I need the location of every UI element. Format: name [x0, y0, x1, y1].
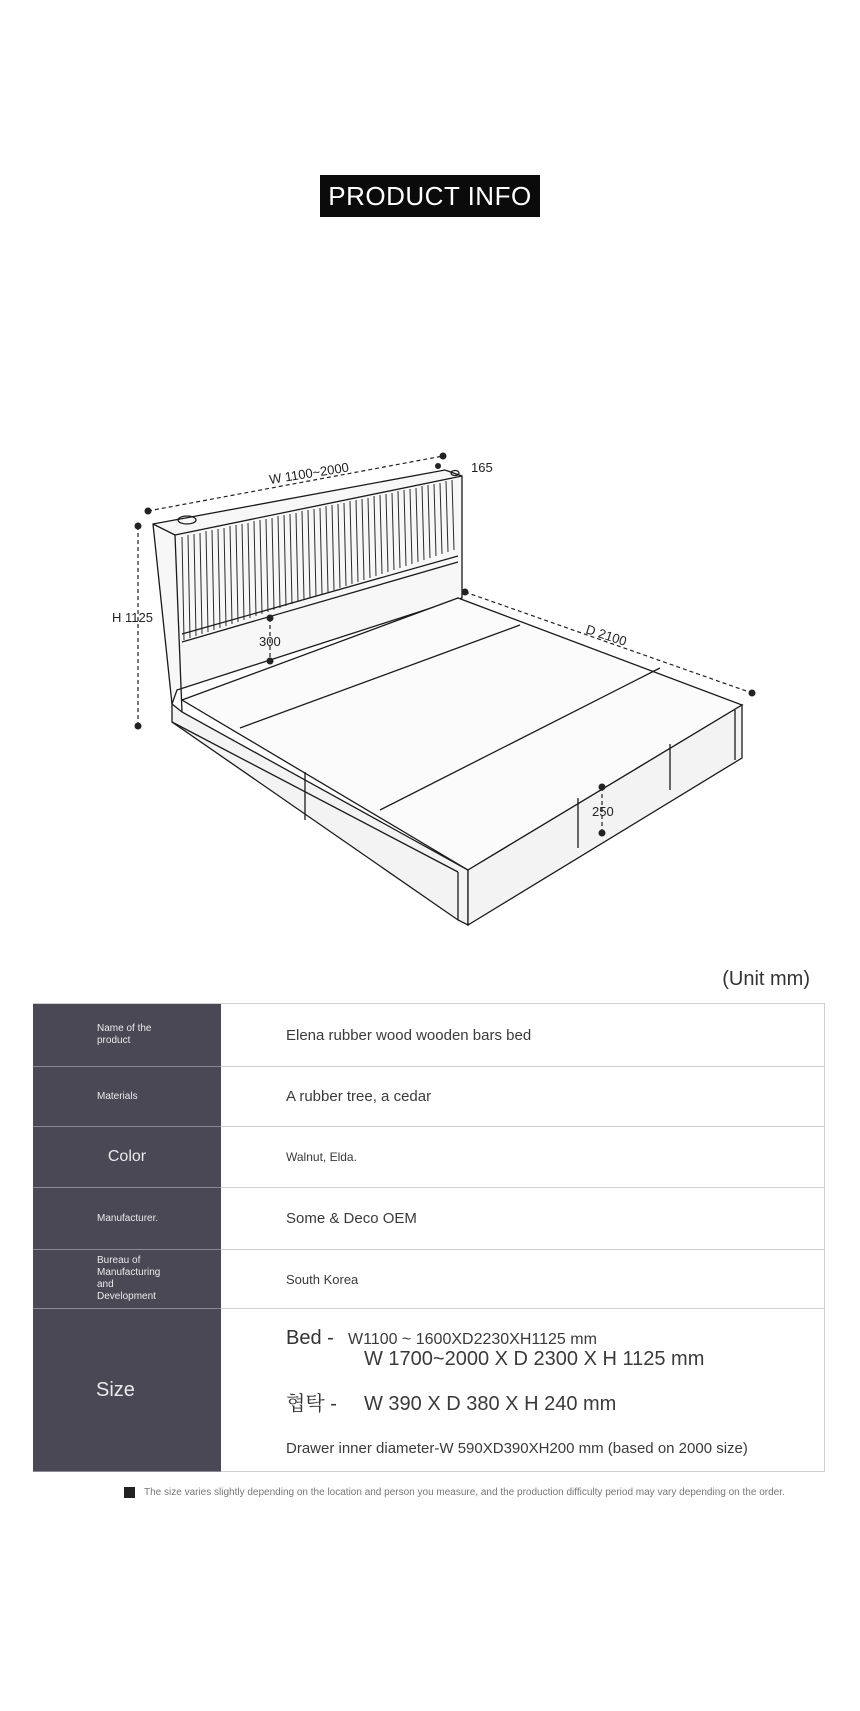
spec-key-manufacturer: Manufacturer. [97, 1212, 159, 1224]
spec-key-materials: Materials [97, 1090, 138, 1102]
bed-size-label: Bed - [286, 1327, 334, 1349]
depth-top-dimension-label: 165 [471, 460, 493, 475]
spec-row-color [33, 1127, 825, 1188]
height-dimension-label: H 1125 [112, 610, 153, 625]
spec-key-name: Name of the product [97, 1023, 152, 1046]
frame-height-label: 250 [592, 804, 614, 819]
spec-row-materials [33, 1067, 825, 1127]
side-table-size: W 390 X D 380 X H 240 mm [364, 1393, 617, 1415]
spec-key-origin: Bureau of Manufacturing and Development [97, 1255, 161, 1302]
product-info-title: PRODUCT INFO [320, 175, 540, 217]
side-table-label: 협탁 - [286, 1393, 337, 1415]
drawer-size: Drawer inner diameter-W 590XD390XH200 mm (based on 2000 size) [286, 1440, 748, 1457]
width-dimension-label: W 1100~2000 [268, 459, 350, 487]
bed-size-range-1: W1100 ~ 1600XD2230XH1125 mm [348, 1331, 597, 1348]
spec-key-color: Color [107, 1148, 147, 1165]
footnote [124, 1487, 785, 1498]
unit-note: (Unit mm) [722, 968, 810, 990]
spec-value-manufacturer: Some & Deco OEM [221, 1188, 825, 1250]
shelf-height-label: 300 [259, 634, 281, 649]
spec-value-size [221, 1309, 825, 1472]
spec-value-materials: A rubber tree, a cedar [221, 1067, 825, 1127]
spec-row-manufacturer [33, 1188, 825, 1250]
spec-key-size: Size [96, 1378, 135, 1401]
spec-value-origin: South Korea [221, 1250, 825, 1309]
spec-row-size [33, 1309, 825, 1472]
spec-row-name [33, 1004, 825, 1067]
spec-table [33, 1003, 825, 1472]
length-dimension-label: D 2100 [584, 621, 629, 649]
spec-value-color: Walnut, Elda. [221, 1127, 825, 1188]
spec-value-name: Elena rubber wood wooden bars bed [221, 1004, 825, 1067]
footnote-text: The size varies slightly depending on the location and person you measure, and the production difficulty period may vary depending on the order. [144, 1487, 785, 1498]
bullet-square-icon [124, 1487, 135, 1498]
spec-row-origin [33, 1250, 825, 1309]
bed-size-range-2: W 1700~2000 X D 2300 X H 1125 mm [364, 1348, 705, 1370]
